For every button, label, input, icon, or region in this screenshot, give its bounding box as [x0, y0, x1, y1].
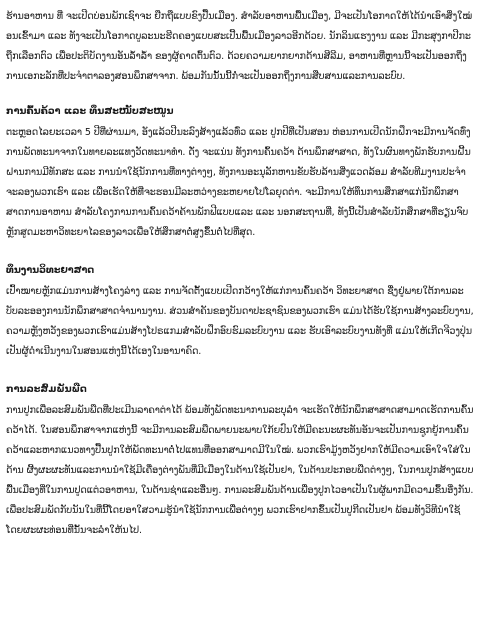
- section-paragraph-research: ຕະຫຼອດໄລຍະເວລາ 5 ປີທີ່ຜ່ານມາ, ອັງແລ້ວປີນະລົງສ້າງແລ້ວທົ່ວ ແລະ ປູກປີທີ່ເປັນສອນ ຫ່ອນການເປີດນັກຝຶກຈະມີການຈັດທົ່ງການພັດທະນາຈາກໃນທາຍລະແທງວັດທະນາທຳ. ດັ່ງ ຈະແນ່ນ ທັງການຄົ້ນຄວ້າ ດ້ານພຶກສາສາດ, ທັງໃນຜົນທາງພັກຮັບການຝີ້ນຝານການມີທັກສະ ແລະ ການນຳໃຊ້ນັກການທີ່ທາງຕ່າງໆ, ທັງການອະນຸລັກຫານຂັບຮັບລ້ານສີ່ງແວດລ້ອມ ສຳລັບທີມງານປະຈຳຈະລອງພວກເຮົາ ແລະ ເພື່ອເຮັດໃຫ້ທີ່ຈະຮອນມີລະຫວ່າງຂະຫຍາຍໂປໂລຍຸດຕ່າ. ຈະມີການໃຫ້ທຶນການສຶກສາແກ່ນັກພຶກສາສາດການອາຫານ ສຳລັບໂຄງການການຄົ້ນຄວ້າຄ້ານພັກຟີແບບແລະ ແລະ ນອກສະຖານທີ່, ທັງນີ້ເປັນສຳລັບນັກສຶກສາທີ່ຮຽນຈົບຫຼັກສູດມະຫາວິທະຍາໄລຂອງລາວເພື່ອໃຫ້ສຶກສາຕໍ່ສູງຂຶ້ນຕໍ່ໄປທີ່ສຸດ.: [6, 127, 471, 238]
- spacer: [6, 243, 474, 262]
- spacer: [6, 87, 474, 103]
- section-paragraph-plant-breeding: ການປູກເພື່ອລະສົມພັນພືດທີ່ປະເມີນລາຄາຕ່າໄດ້ ພ້ອມທັງພັດທະນາການລະບຸລຳ ຈະເຮັດໃຫ້ນັກພຶກສາສາດສາມາດເຮັດການຄົ້ນຄວ້າໄດ້. ໃນສອນພຶກສາຈາກແຫ່ງນີ້ ຈະມີການລະສົມພືດພາຍນະພາບໃກ້ຍປົນໃຫ້ມີຄະນະຜະທັນອັນຈະເປັນການຊູກຍູ້ການຄົ້ນຄວ້າແລະຫາກແນວທາງປື້ນປູກໃຫ້ພັດທະນາຕໍ່ໄປແທນທີ່ອອກສາມາດມີໃນໃໝ່. ພວກເຮົາມູ້ງຫວັງຢາກໃຫ້ມີຄວາມເອົາໃຈໃສ່ໃນດ້ານ ຜີ້ງຜະຜະທັນແລະການນຳໃຊ້ມີເຄື່ອງຕ່າງພັນທີ່ມີເມືອງໃນດ້ານໃຊ້ເປັນຢາ, ໃນດ້ານປະກອບພືດຕ່າງໆ, ໃນການປູກສ້າງແບບພື້ນເມືອງທີ່ໃນການປູດແຕ່ວອາຫານ, ໃນດ້ານຊ່າແລະອື່ນໆ. ການລະສົມພັນດ້ານເພື່ອງປູກໄວອາເປັນໃນຜູ້ພາກມີຄວາມຂຶ້ນອີ່ງກັນ. ເພື່ອປະສົມພັດກັບນັນໃນທີ່ນີ້ໂດຍອາໃສວາມຮູ້ນຳໃຊ້ນັກການເພື່ອຕ່າງໆ ພວກເຮົາຢາກຂຶ້ນເປັນປູກີດເປັນຢາ ພ້ອມທັງວິທີນຳໃຊ້ໂດຍຜະຜະທ່ອນທີ່ນັ້ນຈະລຳໃຫ້ນໄປ.: [6, 405, 474, 536]
- section-heading-plant-breeding: ການລະສົມພັນພືດ: [6, 384, 87, 395]
- section-paragraph-science: ເປົ້າໝາຍຫຼັກແມ່ນການສ້າງໂຄງລ່າງ ແລະ ການຈັດຕັ້ງແບບເປີດກວ້າງໃຫ້ແກ່ການຄົ້ນຄວ້າ ວິທະຍາສາດ ຊື່ງຢູ່ພາຍໃຕ້ການລະບັບລະອອງການນັກພຶກສາສາດຈຳນານງານ. ສ່ວນສຳຄັນຂອງບັນດາປະຊາຊົນຂອງພວກເຮົາ ແມ່ນໄດ້ຮັບໃຊ້ການສ້າງລະບົບງານ, ຄວາມຫຼັງຫວັງຂອງພວກເຮົາແມ່ນສ້າງໂປຣແກມສຳລັບຝຶກອົບຮົມລະບົບງານ ແລະ ຮັບເອົາລະບົບງານທັງທີ່ ແມ່ນໃຫ້ເກີດຈີວງປຸ່ນເປັນຜູ້ດຳເນີນງານໃນສອນແຫ່ງນີ້ໄດ້ເອງໃນອານາຄົດ.: [6, 286, 474, 357]
- section-heading-research: ການຄົ້ນຄ້ວາ ແລະ ທຶນສະໜັບສະໜູນ: [6, 106, 174, 117]
- intro-paragraph: ຮ້ານອາຫານ ທີ່ ຈະເປີດບ່ອນພັກເຊົາຈະ ຍືກຖືແບບຂົງປື້ນເມືອງ. ສຳລັບອາຫານພື້ນເມືອງ, ມີຈະເປັນໂອກາດໃຫ້ໄດ້ນຳເອົາສິ່ງໃໝ່ອນເຂົ້າມາ ແລະ ທັງຈະເປັນໂອກາດບູລະນະຮີດຄອງແບບສະເປີ້ນພື້ນເມືອງລາວອີກດ້ວຍ. ນັກລິນແຮງງານ ແລະ ມີກະສຸງກາປີກະຖືກເລືອກຕົວ ເພື່ອປະຕິບັດງານອັນລ້ຳລ້ຳ ຂອງຜູ້ຄາດຕົ້ນຕົວ. ດ້ວຍຄວາມຍາກຍາກດ້ານສີລີມ, ອາຫານທີ່ຫຼານນີ້ຈະເປັນອອກຖິ່ງການເອກະລັກທີ່ປະຈຳຕາລອງສອນພຶກສາຈາກ. ພ້ອມກັນນັ້ນນີ້ກໍ່ຈະເປັນອອກຖິ່ງການສືບສານແລະການລະບົບ.: [6, 11, 473, 82]
- section-heading-science: ທຶນງານວິທະຍາສາດ: [6, 265, 95, 276]
- spacer: [6, 362, 474, 381]
